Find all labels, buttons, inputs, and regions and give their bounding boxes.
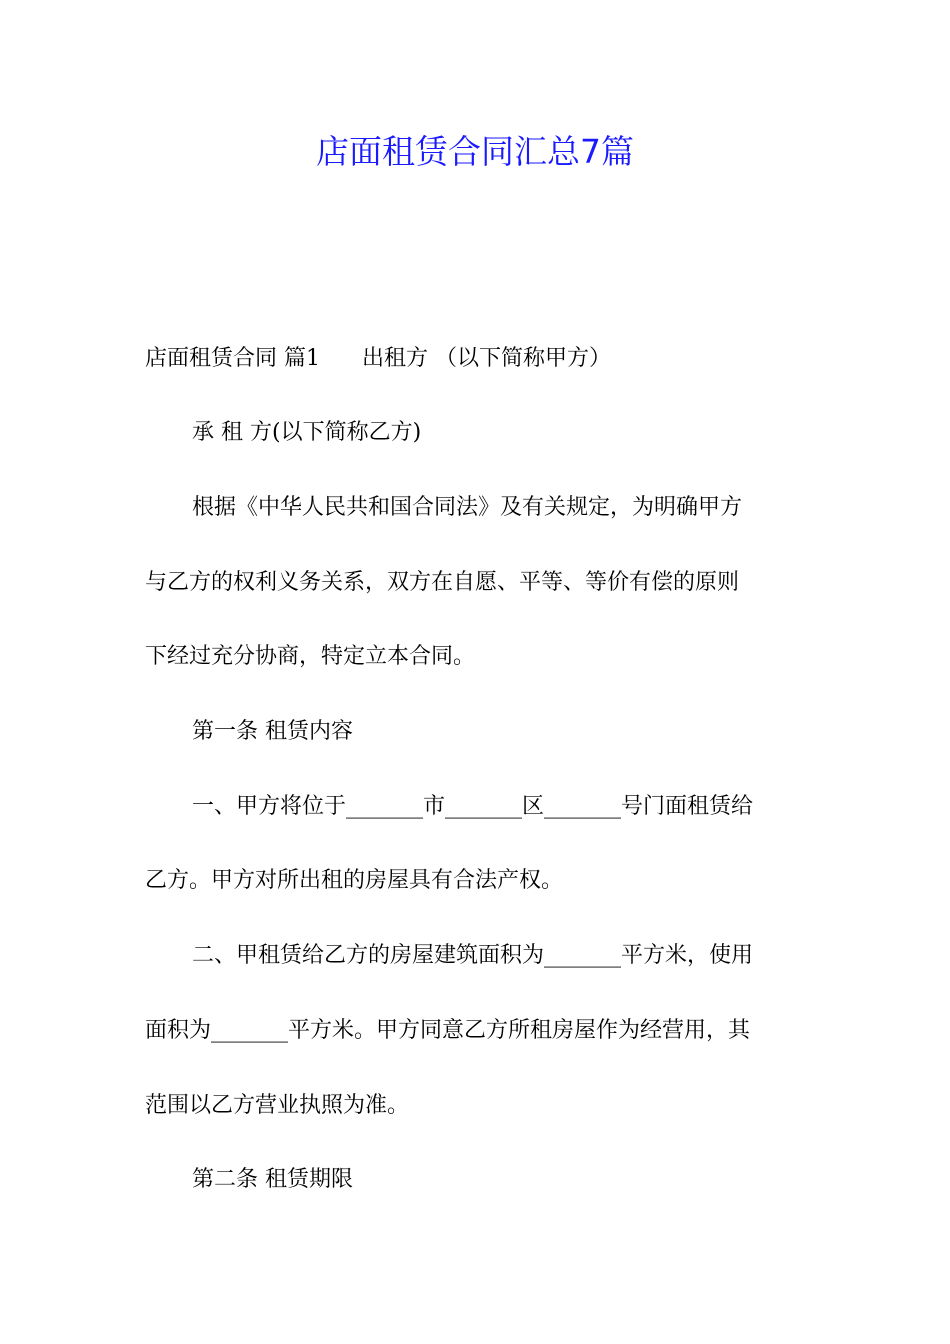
clause-2-line-3: 范围以乙方营业执照为准。 (145, 1093, 410, 1118)
clause-2-line-2: 面积为_______平方米。甲方同意乙方所租房屋作为经营用，其 (145, 1018, 751, 1043)
preamble-line-3: 下经过充分协商，特定立本合同。 (145, 644, 476, 669)
preamble-line-2: 与乙方的权利义务关系，双方在自愿、平等、等价有偿的原则 (145, 570, 740, 595)
section-label: 店面租赁合同 篇1 (145, 346, 320, 371)
party-b-line: 承 租 方(以下简称乙方) (192, 420, 422, 445)
preamble-line-1: 根据《中华人民共和国合同法》及有关规定，为明确甲方 (192, 495, 743, 520)
clause-2-line-1: 二、甲租赁给乙方的房屋建筑面积为_______平方米，使用 (192, 943, 754, 968)
document-title: 店面租赁合同汇总7篇 (316, 132, 634, 171)
article-2-heading: 第二条 租赁期限 (192, 1167, 353, 1192)
clause-1-line-1: 一、甲方将位于_______市_______区_______号门面租赁给 (192, 794, 754, 819)
first-line (145, 344, 611, 374)
clause-1-line-2: 乙方。甲方对所出租的房屋具有合法产权。 (145, 868, 564, 893)
article-1-heading: 第一条 租赁内容 (192, 719, 353, 744)
party-a-line: 出租方 （以下简称甲方） (362, 346, 611, 371)
